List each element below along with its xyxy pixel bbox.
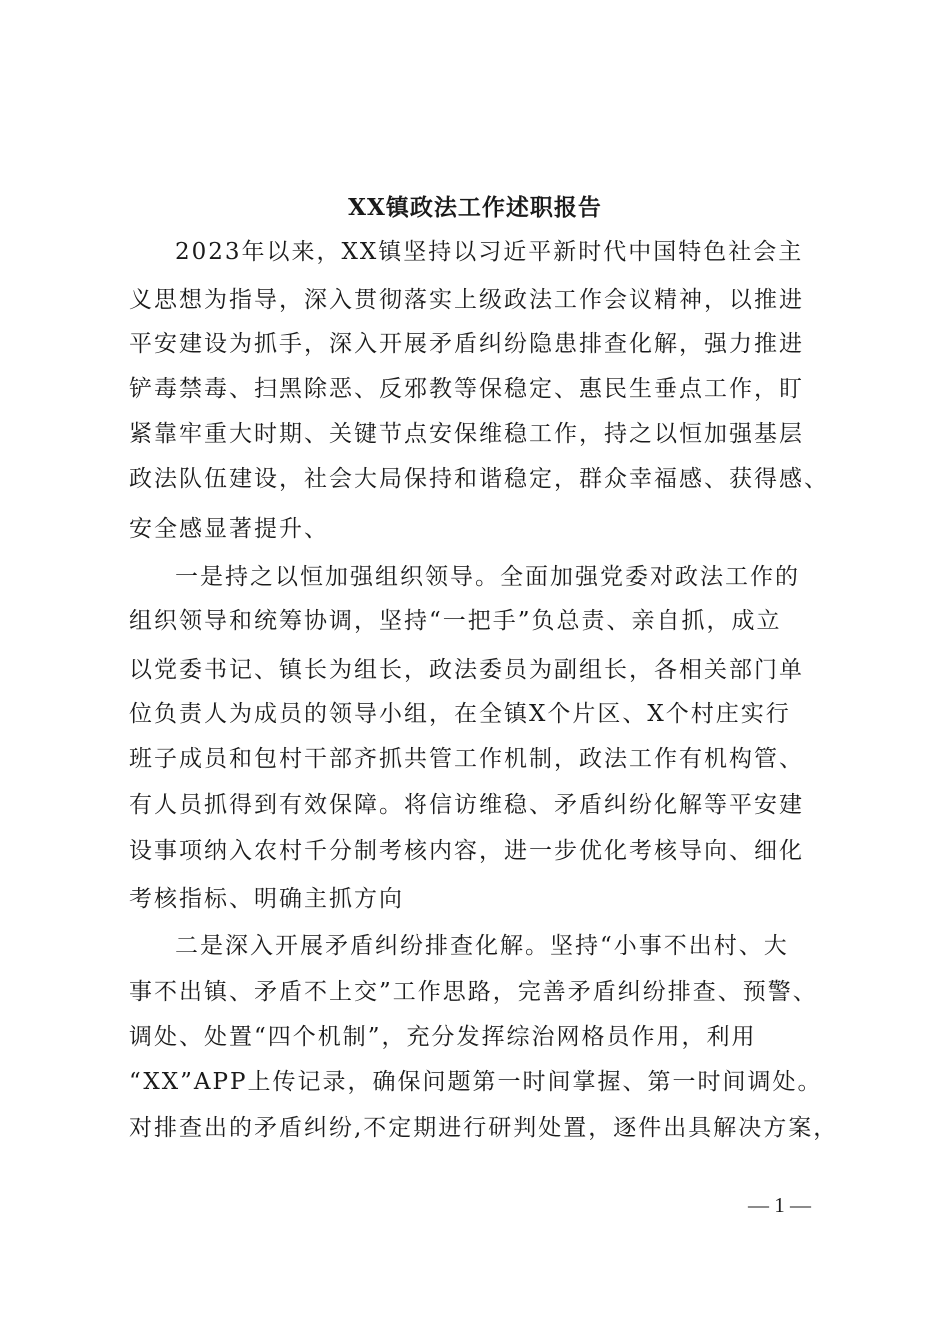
paragraph-3-line-1: 二是深入开展矛盾纠纷排查化解。坚持“小事不出村、大 <box>175 933 789 959</box>
paragraph-1-line-3: 平安建设为抓手，深入开展矛盾纠纷隐患排查化解，强力推进 <box>129 331 804 357</box>
paragraph-2-line-2: 组织领导和统筹协调，坚持“一把手”负总责、亲自抓，成立 <box>129 608 782 634</box>
paragraph-2-line-3: 以党委书记、镇长为组长，政法委员为副组长，各相关部门单 <box>129 657 804 683</box>
paragraph-3-line-3: 调处、处置“四个机制”，充分发挥综治网格员作用，利用 <box>129 1024 757 1050</box>
paragraph-2-line-4: 位负责人为成员的领导小组，在全镇X个片区、X个村庄实行 <box>129 701 791 727</box>
paragraph-2-line-5: 班子成员和包村干部齐抓共管工作机制，政法工作有机构管、 <box>129 746 804 772</box>
page-number: — 1 — <box>748 1193 811 1217</box>
paragraph-2-line-7: 设事项纳入农村千分制考核内容，进一步优化考核导向、细化 <box>129 838 804 864</box>
paragraph-2-line-1: 一是持之以恒加强组织领导。全面加强党委对政法工作的 <box>175 564 800 590</box>
paragraph-3-line-5: 对排查出的矛盾纠纷,不定期进行研判处置，逐件出具解决方案， <box>129 1115 839 1141</box>
paragraph-1-line-1: 2023年以来，XX镇坚持以习近平新时代中国特色社会主 <box>175 239 804 265</box>
paragraph-3-line-4: “XX”APP上传记录，确保问题第一时间掌握、第一时间调处。 <box>129 1069 823 1095</box>
paragraph-2-line-6: 有人员抓得到有效保障。将信访维稳、矛盾纠纷化解等平安建 <box>129 792 804 818</box>
paragraph-1-line-5: 紧靠牢重大时期、关键节点安保维稳工作，持之以恒加强基层 <box>129 421 804 447</box>
paragraph-1-line-4: 铲毒禁毒、扫黑除恶、反邪教等保稳定、惠民生垂点工作，盯 <box>129 376 804 402</box>
paragraph-1-line-6: 政法队伍建设，社会大局保持和谐稳定，群众幸福感、获得感、 <box>129 466 829 492</box>
document-title: XX镇政法工作述职报告 <box>348 194 602 221</box>
paragraph-1-line-7: 安全感显著提升、 <box>129 516 329 542</box>
paragraph-3-line-2: 事不出镇、矛盾不上交”工作思路，完善矛盾纠纷排查、预警、 <box>129 979 818 1005</box>
paragraph-2-line-8: 考核指标、明确主抓方向 <box>129 886 404 912</box>
paragraph-1-line-2: 义思想为指导，深入贯彻落实上级政法工作会议精神，以推进 <box>129 287 804 313</box>
